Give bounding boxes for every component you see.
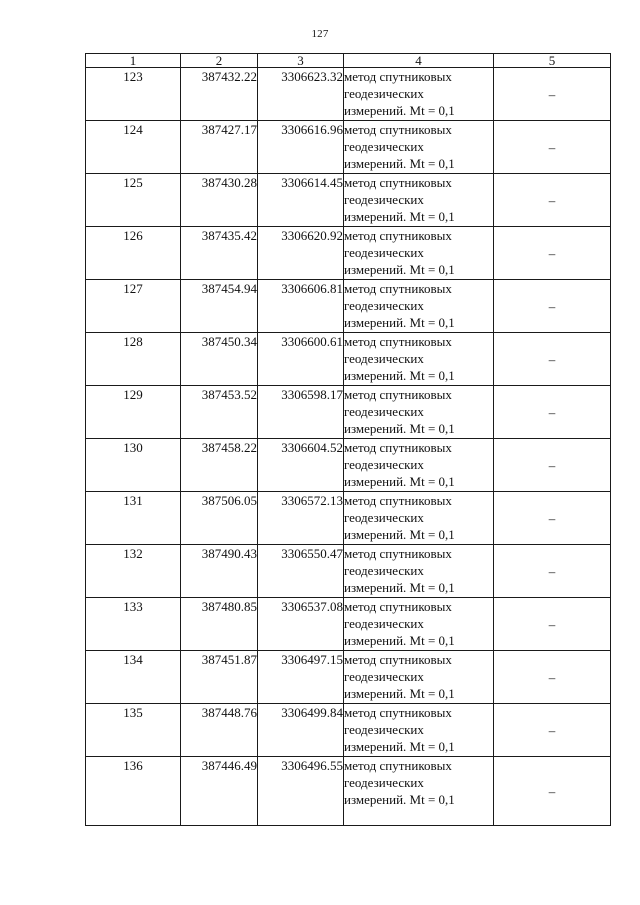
y-coordinate-cell: 3306620.92 [258,227,344,280]
method-cell [344,545,494,598]
table-row [86,704,611,757]
column-5-cell: – [494,280,611,333]
column-header-1: 1 [86,54,181,68]
method-line: измерений. Mt = 0,1 [344,739,455,754]
column-header-2: 2 [181,54,258,68]
method-line: измерений. Mt = 0,1 [344,686,455,701]
table-row [86,68,611,121]
page-number: 127 [311,28,329,40]
method-line: геодезических [344,775,424,790]
method-line: измерений. Mt = 0,1 [344,368,455,383]
point-number-cell: 128 [86,333,181,386]
method-cell [344,598,494,651]
method-cell [344,704,494,757]
x-coordinate-cell: 387453.52 [181,386,258,439]
point-number-cell: 123 [86,68,181,121]
method-cell [344,68,494,121]
y-coordinate-cell: 3306497.15 [258,651,344,704]
x-coordinate-cell: 387448.76 [181,704,258,757]
table-row [86,280,611,333]
column-header-4: 4 [344,54,494,68]
method-cell [344,439,494,492]
method-line: измерений. Mt = 0,1 [344,792,455,807]
table-row [86,227,611,280]
method-line: метод спутниковых [344,175,452,190]
method-line: измерений. Mt = 0,1 [344,103,455,118]
y-coordinate-cell: 3306614.45 [258,174,344,227]
method-line: метод спутниковых [344,652,452,667]
method-line: метод спутниковых [344,122,452,137]
method-line: геодезических [344,139,424,154]
method-line: геодезических [344,86,424,101]
method-line: геодезических [344,722,424,737]
method-cell [344,227,494,280]
y-coordinate-cell: 3306496.55 [258,757,344,826]
y-coordinate-cell: 3306572.13 [258,492,344,545]
method-line: метод спутниковых [344,440,452,455]
x-coordinate-cell: 387432.22 [181,68,258,121]
method-line: измерений. Mt = 0,1 [344,474,455,489]
point-number-cell: 135 [86,704,181,757]
point-number-cell: 130 [86,439,181,492]
column-5-cell: – [494,704,611,757]
method-line: геодезических [344,298,424,313]
column-5-cell: – [494,227,611,280]
x-coordinate-cell: 387490.43 [181,545,258,598]
method-line: измерений. Mt = 0,1 [344,421,455,436]
method-cell [344,333,494,386]
point-number-cell: 126 [86,227,181,280]
table-row [86,386,611,439]
method-line: геодезических [344,192,424,207]
method-line: метод спутниковых [344,69,452,84]
method-cell [344,174,494,227]
method-line: измерений. Mt = 0,1 [344,262,455,277]
table-row [86,598,611,651]
x-coordinate-cell: 387450.34 [181,333,258,386]
x-coordinate-cell: 387430.28 [181,174,258,227]
column-header-3: 3 [258,54,344,68]
column-5-cell: – [494,439,611,492]
y-coordinate-cell: 3306537.08 [258,598,344,651]
y-coordinate-cell: 3306616.96 [258,121,344,174]
table-body [86,68,611,826]
method-line: метод спутниковых [344,334,452,349]
method-line: метод спутниковых [344,281,452,296]
x-coordinate-cell: 387454.94 [181,280,258,333]
table-row [86,545,611,598]
method-line: метод спутниковых [344,705,452,720]
y-coordinate-cell: 3306598.17 [258,386,344,439]
column-5-cell: – [494,545,611,598]
table-row [86,174,611,227]
method-cell [344,280,494,333]
column-5-cell: – [494,598,611,651]
column-5-cell: – [494,333,611,386]
method-cell [344,651,494,704]
x-coordinate-cell: 387480.85 [181,598,258,651]
x-coordinate-cell: 387435.42 [181,227,258,280]
point-number-cell: 136 [86,757,181,826]
method-line: измерений. Mt = 0,1 [344,633,455,648]
table-row [86,121,611,174]
column-header-5: 5 [494,54,611,68]
y-coordinate-cell: 3306606.81 [258,280,344,333]
y-coordinate-cell: 3306600.61 [258,333,344,386]
y-coordinate-cell: 3306623.32 [258,68,344,121]
method-line: измерений. Mt = 0,1 [344,580,455,595]
method-line: геодезических [344,457,424,472]
method-line: метод спутниковых [344,758,452,773]
method-line: метод спутниковых [344,228,452,243]
method-line: геодезических [344,616,424,631]
method-line: геодезических [344,404,424,419]
method-line: метод спутниковых [344,493,452,508]
table-row [86,439,611,492]
point-number-cell: 134 [86,651,181,704]
table-row [86,492,611,545]
column-5-cell: – [494,757,611,826]
point-number-cell: 127 [86,280,181,333]
method-line: метод спутниковых [344,599,452,614]
method-line: геодезических [344,510,424,525]
x-coordinate-cell: 387427.17 [181,121,258,174]
column-5-cell: – [494,386,611,439]
method-line: измерений. Mt = 0,1 [344,156,455,171]
column-5-cell: – [494,492,611,545]
method-line: метод спутниковых [344,387,452,402]
y-coordinate-cell: 3306499.84 [258,704,344,757]
column-5-cell: – [494,174,611,227]
method-line: геодезических [344,563,424,578]
point-number-cell: 124 [86,121,181,174]
point-number-cell: 125 [86,174,181,227]
method-line: геодезических [344,669,424,684]
point-number-cell: 131 [86,492,181,545]
method-cell [344,757,494,826]
y-coordinate-cell: 3306550.47 [258,545,344,598]
method-line: метод спутниковых [344,546,452,561]
coordinates-table [85,53,611,826]
method-cell [344,121,494,174]
point-number-cell: 133 [86,598,181,651]
column-5-cell: – [494,651,611,704]
table-row [86,651,611,704]
method-line: измерений. Mt = 0,1 [344,315,455,330]
method-line: измерений. Mt = 0,1 [344,527,455,542]
point-number-cell: 129 [86,386,181,439]
method-line: геодезических [344,351,424,366]
table-header-row [86,54,611,68]
x-coordinate-cell: 387458.22 [181,439,258,492]
point-number-cell: 132 [86,545,181,598]
x-coordinate-cell: 387446.49 [181,757,258,826]
x-coordinate-cell: 387506.05 [181,492,258,545]
method-cell [344,386,494,439]
table-row [86,333,611,386]
method-line: геодезических [344,245,424,260]
method-line: измерений. Mt = 0,1 [344,209,455,224]
column-5-cell: – [494,68,611,121]
x-coordinate-cell: 387451.87 [181,651,258,704]
column-5-cell: – [494,121,611,174]
method-cell [344,492,494,545]
y-coordinate-cell: 3306604.52 [258,439,344,492]
table-row [86,757,611,826]
